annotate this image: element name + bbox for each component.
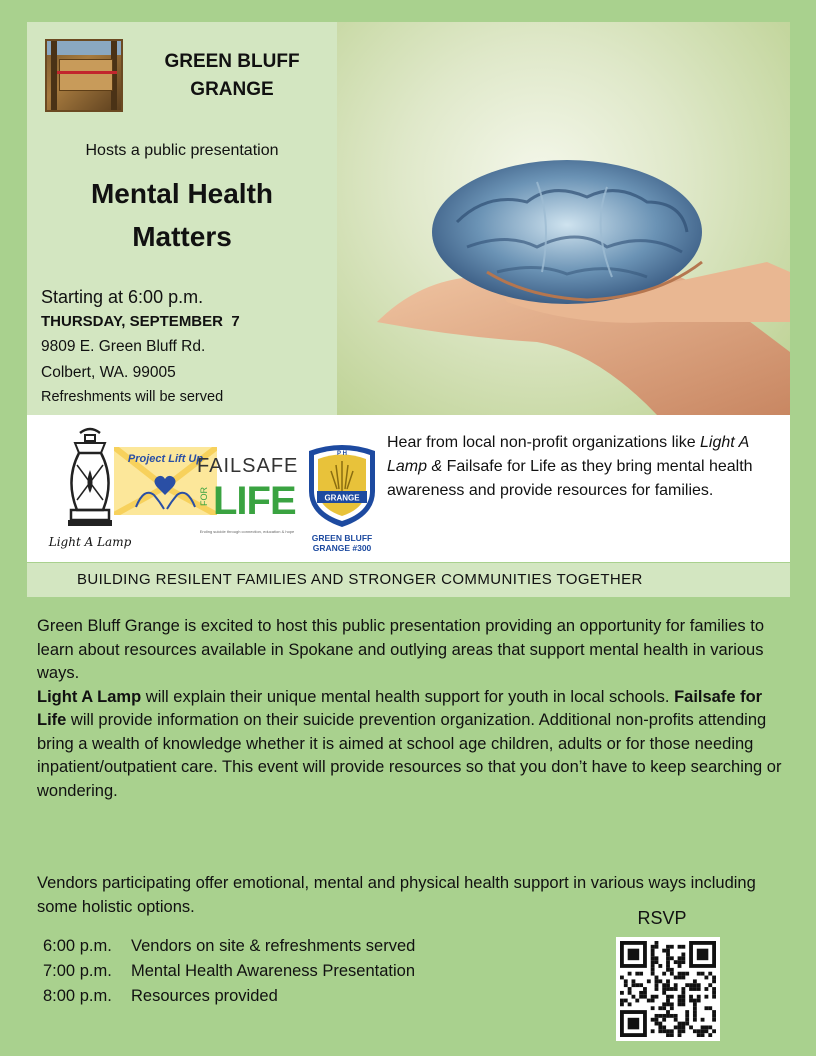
brain-hands-illustration (337, 22, 790, 415)
hosts-line: Hosts a public presentation (85, 142, 279, 159)
start-time: Starting at 6:00 p.m. (41, 287, 204, 307)
event-details (41, 284, 331, 408)
vendors-paragraph: Vendors participating offer emotional, mental and physical health support in various ways including some holistic options. (37, 874, 756, 916)
qr-code-icon (616, 937, 720, 1041)
rsvp-qr-code[interactable] (616, 937, 720, 1041)
tagline-banner: BUILDING RESILENT FAMILIES AND STRONGER COMMUNITIES TOGETHER (27, 563, 790, 597)
grange-seal-caption: GREEN BLUFF GRANGE #300 (311, 533, 373, 553)
grange-seal-word: GRANGE (324, 493, 360, 503)
schedule-item: 6:00 p.m. Vendors on site & refreshments served (43, 937, 416, 955)
schedule-item: 7:00 p.m. Mental Health Awareness Presentation (43, 962, 416, 980)
schedule-item: 8:00 p.m. Resources provided (43, 987, 278, 1005)
event-description: Green Bluff Grange is excited to host this public presentation providing an opportunity for families to learn about resources available in Spokane and outlying areas that support mental health in various ways. Light A Lamp will explain their unique mental health support for youth in local schools. Failsafe for Life will provide information on their suicide prevention organization. Additional non-profits attending bring a wealth of knowledge whether it is aimed at school age children, adults or for those needing inpatient/outpatient care. This event will provide resources so that you don’t have to keep searching or wondering. (37, 617, 782, 800)
grange-sign-photo (45, 39, 123, 112)
event-title: Mental Health Matters (90, 178, 274, 252)
failsafe-for-life-logo: FAILSAFE FOR LIFE Ending suicide through connection, education & hope (197, 455, 299, 534)
grange-shield-icon (303, 441, 381, 531)
address-line-2: Colbert, WA. 99005 (41, 364, 176, 381)
header-panel (27, 22, 337, 415)
grange-seal-letters: P H (337, 451, 347, 457)
green-bluff-grange-seal (303, 441, 381, 556)
organizations-description: Hear from local non-profit organizations like Light A Lamp & Failsafe for Life as they bring mental health awareness and provide resources for families. (387, 434, 753, 499)
rsvp-label: RSVP (637, 908, 687, 928)
grange-name: GREEN BLUFF GRANGE (164, 51, 300, 100)
refreshments-note: Refreshments will be served (41, 389, 224, 405)
event-date: THURSDAY, SEPTEMBER 7 (41, 313, 240, 330)
brain-in-hands-image (337, 22, 790, 415)
light-a-lamp-caption: Light A Lamp (48, 535, 132, 549)
organizations-strip (27, 415, 790, 562)
event-schedule (43, 934, 513, 1009)
address-line-1: 9809 E. Green Bluff Rd. (41, 338, 206, 355)
project-lift-up-text: Project Lift Up (127, 453, 204, 465)
